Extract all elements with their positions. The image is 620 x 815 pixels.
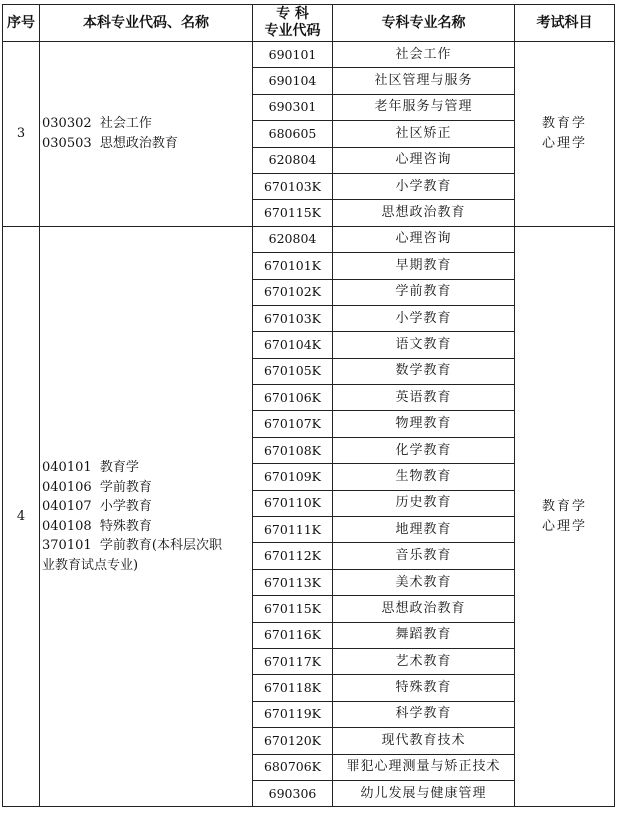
junior-major-code: 680605 <box>253 121 333 147</box>
junior-major-code: 690301 <box>253 94 333 120</box>
junior-major-name: 小学教育 <box>333 305 515 331</box>
junior-major-code: 670112K <box>253 543 333 569</box>
junior-major-name: 现代教育技术 <box>333 728 515 754</box>
junior-major-name: 生物教育 <box>333 464 515 490</box>
table-header-row <box>3 5 615 42</box>
junior-major-code: 670105K <box>253 358 333 384</box>
junior-major-code: 670115K <box>253 596 333 622</box>
junior-major-code: 680706K <box>253 754 333 780</box>
junior-major-code: 670113K <box>253 569 333 595</box>
junior-major-code: 670103K <box>253 173 333 199</box>
junior-major-code: 620804 <box>253 147 333 173</box>
junior-major-name: 早期教育 <box>333 253 515 279</box>
exam-subjects <box>515 42 615 227</box>
exam-subject-line: 教育学 <box>541 498 587 514</box>
junior-major-name: 艺术教育 <box>333 648 515 674</box>
header-junior-name: 专科专业名称 <box>333 5 515 42</box>
junior-major-name: 语文教育 <box>333 332 515 358</box>
junior-major-name: 特殊教育 <box>333 675 515 701</box>
table-row <box>3 42 615 68</box>
undergrad-major-line: 370101 学前教育(本科层次职 <box>42 538 222 554</box>
junior-major-name: 幼儿发展与健康管理 <box>333 780 515 806</box>
junior-major-code: 670120K <box>253 728 333 754</box>
header-junior-code-line1: 专 科 <box>276 6 309 22</box>
junior-major-name: 英语教育 <box>333 385 515 411</box>
junior-major-name: 社会工作 <box>333 42 515 68</box>
undergrad-major-line: 040108 特殊教育 <box>42 518 152 534</box>
undergrad-major-line: 040106 学前教育 <box>42 479 152 495</box>
junior-major-code: 690104 <box>253 68 333 94</box>
table-body <box>3 42 615 807</box>
header-junior-code <box>253 5 333 42</box>
junior-major-code: 670103K <box>253 305 333 331</box>
junior-major-name: 数学教育 <box>333 358 515 384</box>
junior-major-code: 670118K <box>253 675 333 701</box>
junior-major-code: 670107K <box>253 411 333 437</box>
junior-major-name: 思想政治教育 <box>333 200 515 226</box>
junior-major-name: 罪犯心理测量与矫正技术 <box>333 754 515 780</box>
junior-major-name: 思想政治教育 <box>333 596 515 622</box>
junior-major-name: 老年服务与管理 <box>333 94 515 120</box>
junior-major-code: 670108K <box>253 437 333 463</box>
junior-major-code: 670102K <box>253 279 333 305</box>
junior-major-name: 科学教育 <box>333 701 515 727</box>
group-seq: 4 <box>3 226 40 807</box>
junior-major-code: 670119K <box>253 701 333 727</box>
undergrad-majors <box>40 226 253 807</box>
junior-major-name: 心理咨询 <box>333 147 515 173</box>
junior-major-name: 历史教育 <box>333 490 515 516</box>
junior-major-code: 690306 <box>253 780 333 806</box>
undergrad-major-line: 040101 教育学 <box>42 460 139 476</box>
undergrad-majors <box>40 42 253 227</box>
header-junior-code-line2: 专业代码 <box>264 23 321 39</box>
junior-major-name: 地理教育 <box>333 517 515 543</box>
junior-major-name: 物理教育 <box>333 411 515 437</box>
junior-major-code: 670109K <box>253 464 333 490</box>
junior-major-name: 学前教育 <box>333 279 515 305</box>
junior-major-name: 小学教育 <box>333 173 515 199</box>
junior-major-code: 670111K <box>253 517 333 543</box>
junior-major-name: 社区矫正 <box>333 121 515 147</box>
junior-major-name: 社区管理与服务 <box>333 68 515 94</box>
junior-major-name: 音乐教育 <box>333 543 515 569</box>
exam-subject-line: 教育学 <box>541 115 587 131</box>
exam-subjects <box>515 226 615 807</box>
group-seq: 3 <box>3 42 40 227</box>
undergrad-major-line: 030302 社会工作 <box>42 116 152 132</box>
junior-major-code: 670101K <box>253 253 333 279</box>
junior-major-code: 670110K <box>253 490 333 516</box>
junior-major-code: 670106K <box>253 385 333 411</box>
major-table <box>2 4 615 807</box>
junior-major-code: 670104K <box>253 332 333 358</box>
junior-major-code: 670116K <box>253 622 333 648</box>
junior-major-name: 舞蹈教育 <box>333 622 515 648</box>
junior-major-code: 670117K <box>253 648 333 674</box>
header-undergrad: 本科专业代码、名称 <box>40 5 253 42</box>
header-seq: 序号 <box>3 5 40 42</box>
junior-major-name: 心理咨询 <box>333 226 515 252</box>
junior-major-name: 化学教育 <box>333 437 515 463</box>
junior-major-name: 美术教育 <box>333 569 515 595</box>
header-exam: 考试科目 <box>515 5 615 42</box>
undergrad-major-line: 030503 思想政治教育 <box>42 135 178 151</box>
junior-major-code: 690101 <box>253 42 333 68</box>
junior-major-code: 670115K <box>253 200 333 226</box>
undergrad-major-line: 040107 小学教育 <box>42 499 152 515</box>
exam-subject-line: 心理学 <box>541 518 587 534</box>
undergrad-major-line: 业教育试点专业) <box>42 557 139 573</box>
table-row <box>3 226 615 252</box>
exam-subject-line: 心理学 <box>541 135 587 151</box>
junior-major-code: 620804 <box>253 226 333 252</box>
